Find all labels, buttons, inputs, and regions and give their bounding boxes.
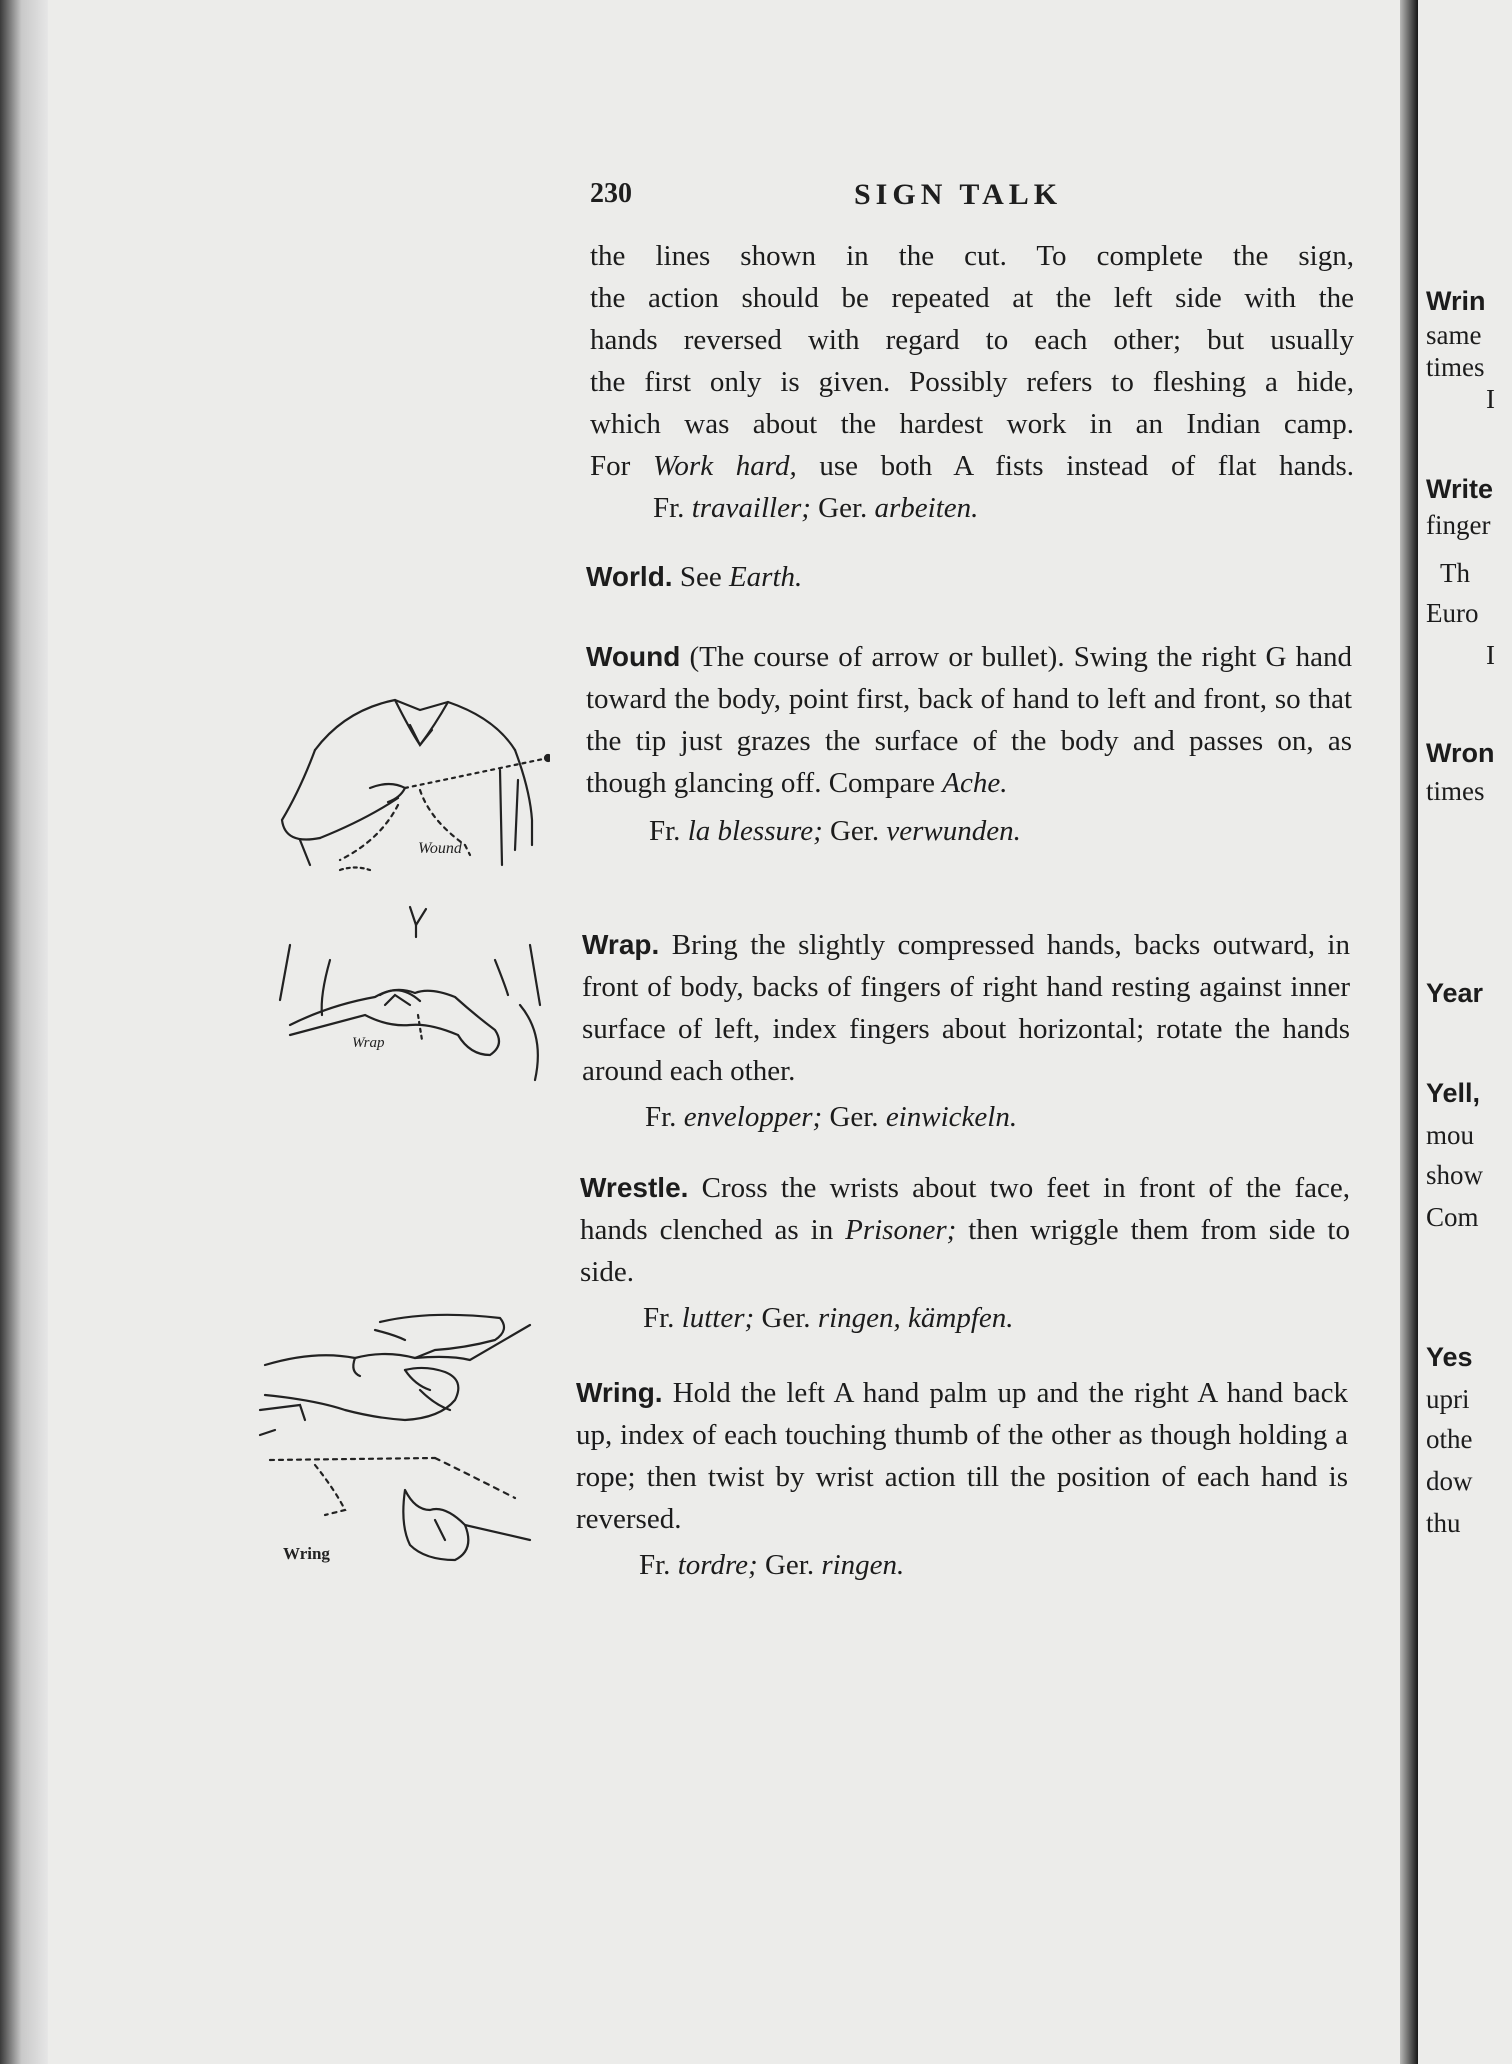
label-ger: Ger. (822, 1101, 886, 1133)
facing-headword: Year (1426, 978, 1484, 1008)
label-fr: Fr. (643, 1302, 682, 1334)
page-number: 230 (590, 178, 632, 209)
figure-caption: Wound (418, 840, 462, 857)
headword: Wrestle. (580, 1172, 689, 1203)
headword: Wring. (576, 1377, 663, 1408)
translation-line (590, 487, 1354, 529)
label-fr: Fr. (645, 1101, 684, 1133)
facing-text-line: times (1426, 776, 1485, 806)
german-term: verwunden. (886, 815, 1021, 847)
page-title: SIGN TALK (854, 178, 1063, 211)
label-fr: Fr. (639, 1549, 678, 1581)
french-term: tordre; (677, 1549, 758, 1581)
label-ger: Ger. (754, 1302, 818, 1334)
book-gutter (1400, 0, 1418, 2064)
french-term: la blessure; (687, 815, 823, 847)
facing-headword: Yes (1426, 1342, 1473, 1372)
facing-headword: Wrin (1426, 286, 1486, 316)
facing-text-line: same (1426, 320, 1482, 350)
text-span: then wriggle them from side to side. (580, 1214, 1350, 1288)
facing-text-line: times (1426, 352, 1485, 382)
facing-text-line: mou (1426, 1120, 1475, 1150)
text-span: Cross the wrists about two feet in front of the face, hands clenched as in (580, 1172, 1350, 1246)
text-span: Bring the slightly compressed hands, backs outward, in front of body, backs of fingers of right hand resting against inner surface of left, index fingers about horizontal; rotate the hands around each other. (582, 929, 1350, 1087)
facing-page (1418, 0, 1512, 2064)
facing-headword: Wron (1426, 738, 1495, 768)
intro-paragraph (590, 235, 1354, 529)
entry-world (586, 556, 1350, 598)
text-line: the first only is given. Possibly refers to fleshing a hide, (590, 366, 1354, 398)
label-fr: Fr. (649, 815, 688, 847)
running-head (590, 178, 1350, 222)
figure-caption: Wring (283, 1544, 330, 1563)
text-span: (The course of arrow or bullet). Swing the right G hand toward the body, point first, back of hand to left and front, so that the tip just grazes the surface of the body and passes on, as though glancing off. Compare (586, 641, 1352, 799)
book-edge-shadow (0, 0, 48, 2064)
entry-wring (576, 1372, 1348, 1586)
text-span: use both A fists instead of flat hands. (796, 450, 1354, 482)
facing-text-line: Euro (1426, 598, 1479, 628)
text-line: the lines shown in the cut. To complete the sign, (590, 240, 1354, 272)
translation-line (576, 1544, 1348, 1586)
facing-text-line: Com (1426, 1202, 1479, 1232)
cross-reference: Prisoner; (845, 1214, 957, 1246)
facing-text-line: dow (1426, 1466, 1473, 1496)
german-term: arbeiten. (874, 492, 979, 524)
french-term: envelopper; (683, 1101, 823, 1133)
text-span: Hold the left A hand palm up and the right A hand back up, index of each touching thumb of the other as though holding a rope; then twist by wrist action till the position of each hand is reversed. (576, 1377, 1348, 1535)
headword: Wrap. (582, 929, 660, 960)
facing-headword: Yell, (1426, 1078, 1481, 1108)
entry-text (580, 1167, 1350, 1293)
wound-illustration (270, 670, 550, 895)
text-line: which was about the hardest work in an Indian camp. (590, 408, 1354, 440)
text-line: the action should be repeated at the left side with the (590, 282, 1354, 314)
translation-line (582, 1096, 1350, 1138)
entry-text (582, 924, 1350, 1092)
entry-text (586, 636, 1352, 804)
facing-text-line: upri (1426, 1384, 1470, 1414)
german-term: ringen, kämpfen. (817, 1302, 1014, 1334)
entry-wound (586, 636, 1352, 852)
wrap-illustration (270, 905, 560, 1085)
facing-text-line: othe (1426, 1424, 1473, 1454)
text-span: See (672, 561, 729, 593)
cross-reference: Earth. (728, 561, 803, 593)
label-ger: Ger. (822, 815, 887, 847)
facing-headword: Write (1426, 474, 1494, 504)
label-fr: Fr. (653, 492, 692, 524)
entry-text (576, 1372, 1348, 1540)
facing-text-line: show (1426, 1160, 1484, 1190)
wring-illustration (255, 1310, 540, 1580)
french-term: lutter; (681, 1302, 755, 1334)
facing-text-line: I (1486, 384, 1495, 414)
text-span: For (590, 450, 653, 482)
french-term: travailler; (691, 492, 811, 524)
headword: World. (586, 561, 673, 592)
label-ger: Ger. (810, 492, 875, 524)
cross-reference: Work hard, (652, 450, 797, 482)
german-term: einwickeln. (885, 1101, 1018, 1133)
label-ger: Ger. (757, 1549, 822, 1581)
facing-text-line: I (1486, 640, 1495, 670)
headword: Wound (586, 641, 681, 672)
cross-reference: Ache. (942, 767, 1008, 799)
facing-text-line: Th (1440, 558, 1470, 588)
text-line (590, 445, 1354, 487)
text-line: hands reversed with regard to each other; but usually (590, 324, 1354, 356)
facing-text-line: thu (1426, 1508, 1461, 1538)
translation-line (586, 810, 1352, 852)
entry-wrap (582, 924, 1350, 1138)
german-term: ringen. (821, 1549, 905, 1581)
facing-text-line: finger (1426, 510, 1491, 540)
entry-wrestle (580, 1167, 1350, 1339)
figure-caption: Wrap (352, 1035, 385, 1051)
translation-line (580, 1297, 1350, 1339)
